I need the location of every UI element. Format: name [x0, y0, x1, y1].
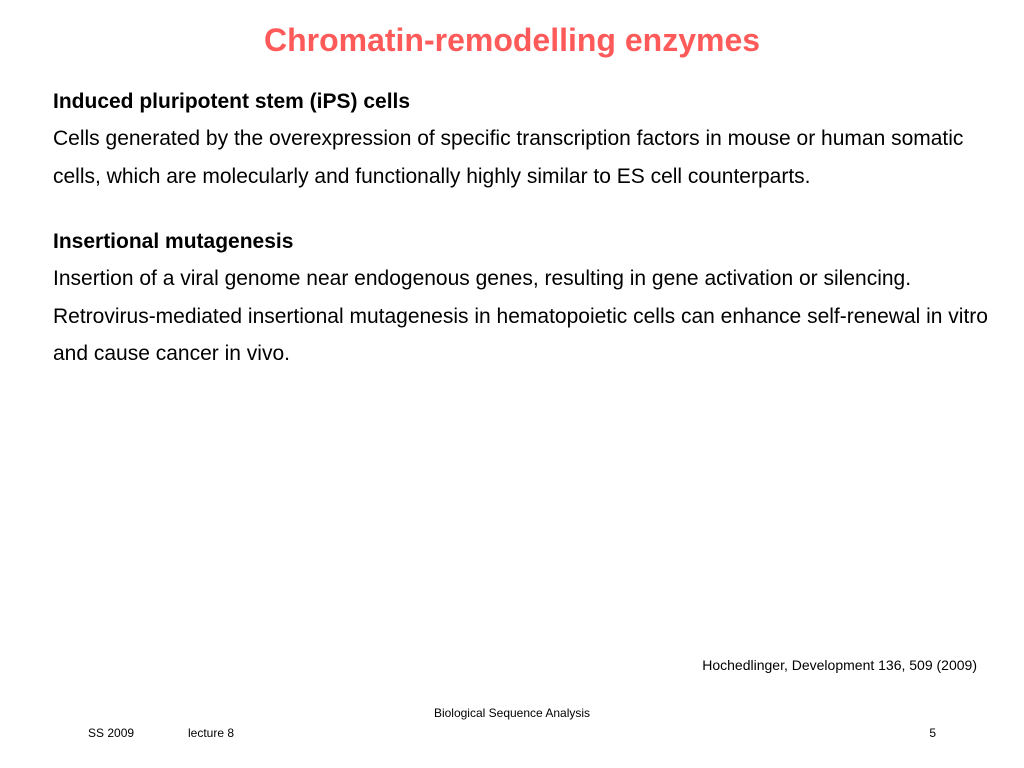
footer-semester: SS 2009	[88, 726, 135, 740]
slide-content	[53, 84, 993, 373]
slide-title: Chromatin-remodelling enzymes	[263, 22, 761, 58]
section-heading: Induced pluripotent stem (iPS) cells	[53, 90, 411, 113]
section-body: Insertion of a viral genome near endogenous genes, resulting in gene activation or silencing. Retrovirus-mediated insertional mutagenesis in hematopoietic cells can enhance self-renewal in vitro and cause cancer in vivo.	[53, 267, 988, 365]
section-body: Cells generated by the overexpression of specific transcription factors in mouse or human somatic cells, which are molecularly and functionally highly similar to ES cell counterparts.	[53, 127, 964, 188]
section-ips-cells	[53, 84, 993, 195]
footer-course-title: Biological Sequence Analysis	[433, 706, 591, 720]
citation-reference: Hochedlinger, Development 136, 509 (2009)	[702, 657, 977, 673]
footer-lecture: lecture 8	[188, 726, 235, 740]
section-insertional-mutagenesis	[53, 224, 993, 373]
section-heading: Insertional mutagenesis	[53, 230, 294, 253]
footer-page-number: 5	[929, 726, 936, 740]
